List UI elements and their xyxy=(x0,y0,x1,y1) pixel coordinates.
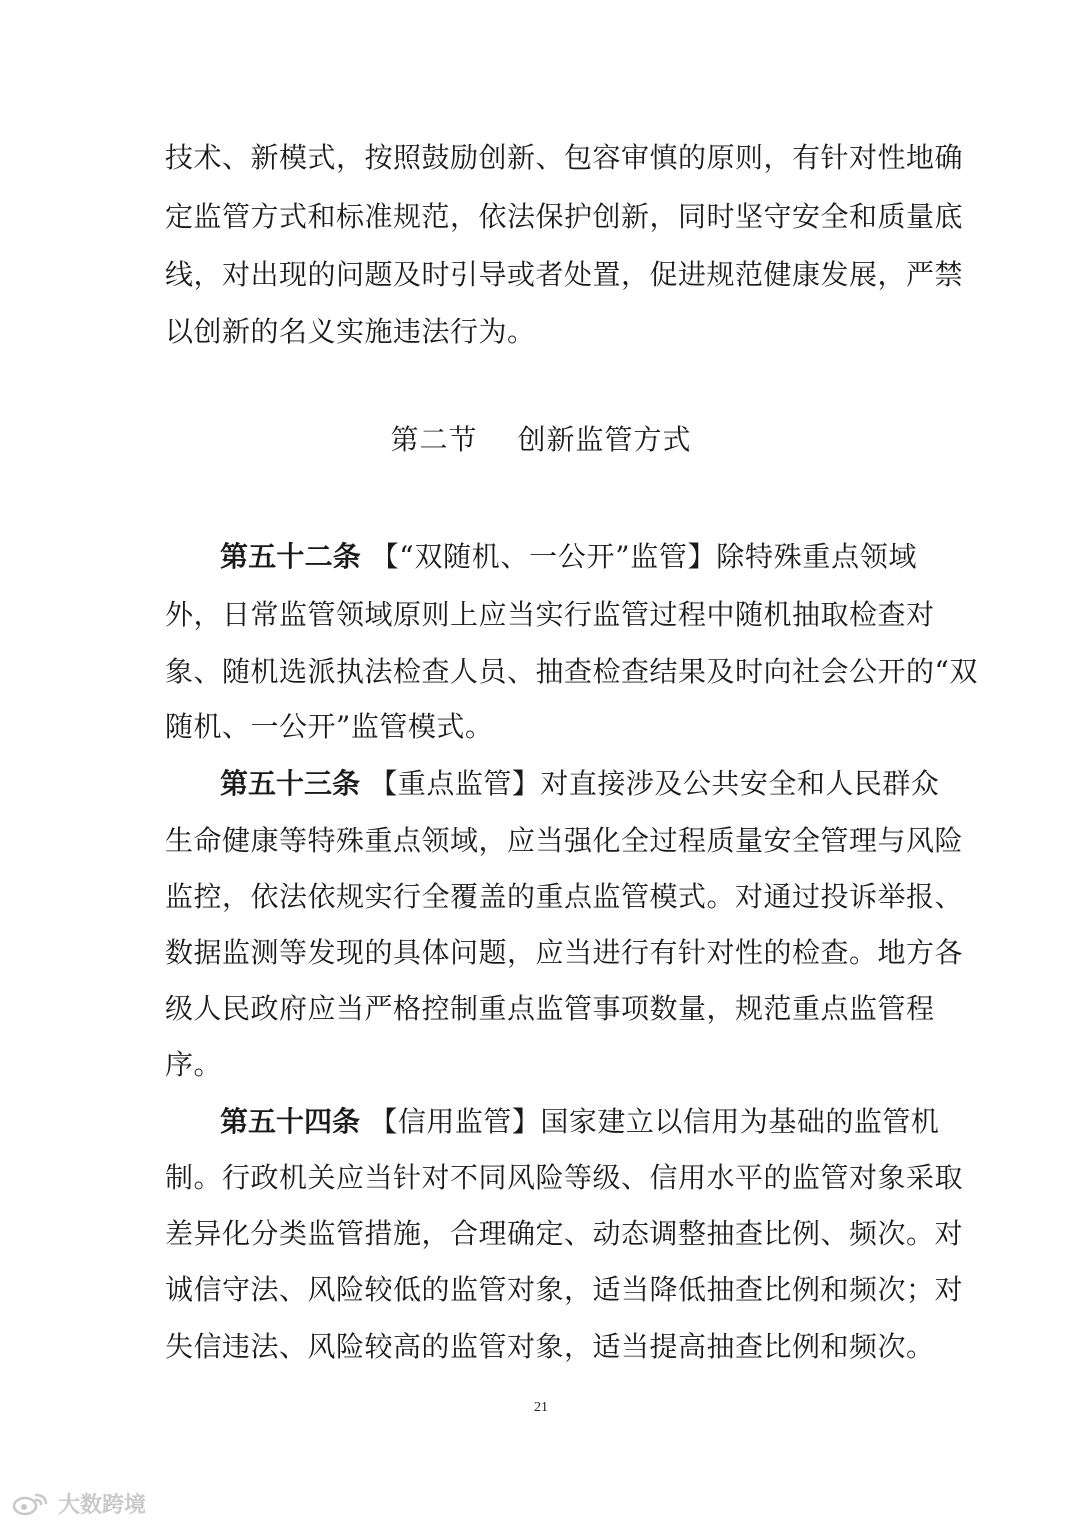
article-54-first-line xyxy=(165,1102,940,1142)
section-title: 创新监管方式 xyxy=(517,423,692,456)
article-52-first-line xyxy=(165,537,917,577)
article-52-line-4: 随机、一公开”监管模式。 xyxy=(165,710,494,743)
article-52-line-3: 象、随机选派执法检查人员、抽查检查结果及时向社会公开的“双 xyxy=(165,655,978,688)
article-54-line-5: 失信违法、风险较高的监管对象，适当提高抽查比例和频次。 xyxy=(165,1330,935,1363)
watermark-text: 大数跨境 xyxy=(58,1493,147,1518)
article-53-line-2: 生命健康等特殊重点领域，应当强化全过程质量安全管理与风险 xyxy=(165,824,964,857)
page-number: 21 xyxy=(534,1400,548,1415)
article-52-line-2: 外，日常监管领域原则上应当实行监管过程中随机抽取检查对 xyxy=(165,598,935,631)
article-54-number: 第五十四条 xyxy=(220,1105,361,1138)
article-54-heading-text: 【信用监管】国家建立以信用为基础的监管机 xyxy=(369,1105,940,1138)
intro-line-3: 线，对出现的问题及时引导或者处置，促进规范健康发展，严禁 xyxy=(165,258,964,291)
section-heading xyxy=(165,420,917,460)
weibo-logo-icon xyxy=(12,1491,52,1517)
intro-line-4: 以创新的名义实施违法行为。 xyxy=(165,315,536,348)
article-53-line-5: 级人民政府应当严格控制重点监管事项数量，规范重点监管程 xyxy=(165,992,935,1025)
article-54-line-2: 制。行政机关应当针对不同风险等级、信用水平的监管对象采取 xyxy=(165,1161,964,1194)
intro-line-2: 定监管方式和标准规范，依法保护创新，同时坚守安全和质量底 xyxy=(165,200,964,233)
article-53-first-line xyxy=(165,764,940,804)
article-53-line-4: 数据监测等发现的具体问题，应当进行有针对性的检查。地方各 xyxy=(165,936,964,969)
article-53-number: 第五十三条 xyxy=(220,767,361,800)
article-53-heading-text: 【重点监管】对直接涉及公共安全和人民群众 xyxy=(369,767,940,800)
intro-line-1: 技术、新模式，按照鼓励创新、包容审慎的原则，有针对性地确 xyxy=(165,141,964,174)
article-54-line-4: 诚信守法、风险较低的监管对象，适当降低抽查比例和频次；对 xyxy=(165,1273,964,1306)
article-53-line-6: 序。 xyxy=(165,1048,223,1081)
article-54-line-3: 差异化分类监管措施，合理确定、动态调整抽查比例、频次。对 xyxy=(165,1217,964,1250)
watermark xyxy=(12,1488,146,1519)
article-52-heading-text: 【“双随机、一公开”监管】除特殊重点领域 xyxy=(370,540,917,573)
article-53-line-3: 监控，依法依规实行全覆盖的重点监管模式。对通过投诉举报、 xyxy=(165,880,964,913)
section-number: 第二节 xyxy=(390,423,478,456)
article-52-number: 第五十二条 xyxy=(220,540,361,573)
